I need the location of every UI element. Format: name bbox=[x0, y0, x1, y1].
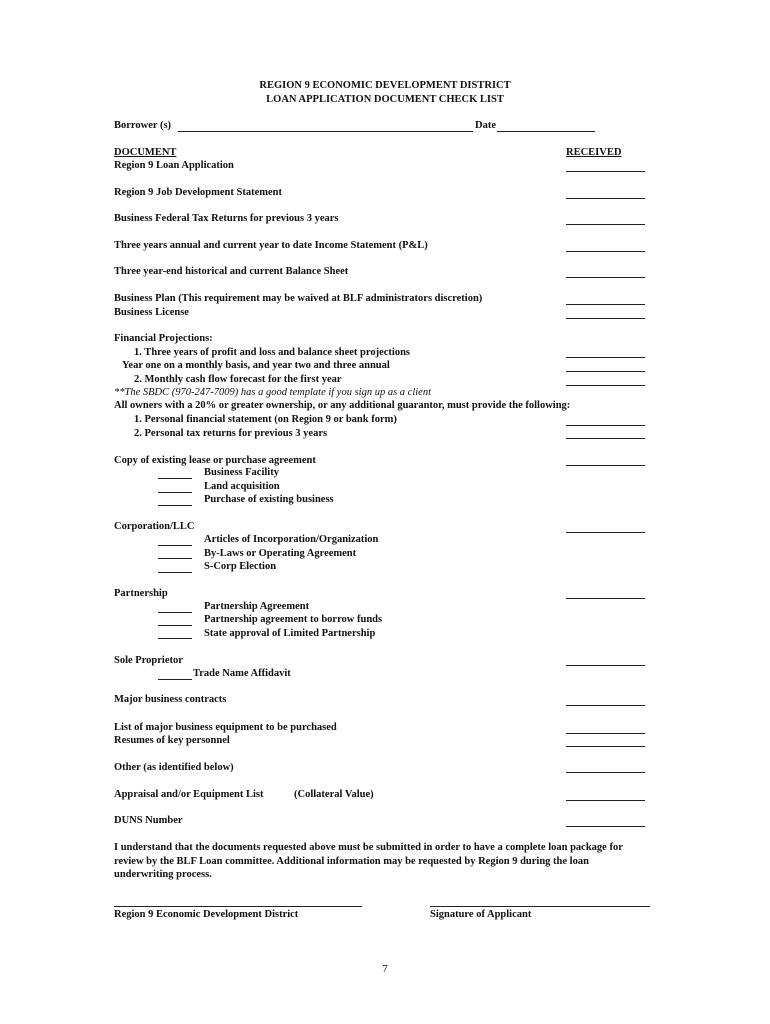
item-lease-1: Business Facility bbox=[204, 467, 279, 478]
sub-check-blank[interactable] bbox=[158, 505, 192, 506]
sub-check-blank[interactable] bbox=[158, 558, 192, 559]
district-signature-label: Region 9 Economic Development District bbox=[114, 909, 299, 920]
received-blank[interactable] bbox=[566, 532, 645, 533]
item-part-2: Partnership agreement to borrow funds bbox=[204, 614, 383, 625]
received-blank[interactable] bbox=[566, 385, 645, 386]
sub-check-blank[interactable] bbox=[158, 638, 192, 639]
received-blank[interactable] bbox=[566, 318, 645, 319]
received-blank[interactable] bbox=[566, 733, 645, 734]
item-corp-3: S-Corp Election bbox=[204, 561, 277, 572]
sub-check-blank[interactable] bbox=[158, 625, 192, 626]
received-blank[interactable] bbox=[566, 224, 645, 225]
item-resumes: Resumes of key personnel bbox=[114, 735, 230, 746]
item-partnership: Partnership bbox=[114, 588, 168, 599]
received-blank[interactable] bbox=[566, 357, 645, 358]
borrower-field[interactable] bbox=[178, 131, 473, 132]
received-blank[interactable] bbox=[566, 304, 645, 305]
acknowledgement-statement: I understand that the documents requested above must be submitted in order to have a complete loan package for review by the BLF Loan committee. Additional information may be requested by Region 9 during the loan underwriting process. bbox=[114, 842, 623, 880]
received-blank[interactable] bbox=[566, 705, 645, 706]
sub-check-blank[interactable] bbox=[158, 572, 192, 573]
item-collateral-value: (Collateral Value) bbox=[294, 789, 374, 800]
item-loan-application: Region 9 Loan Application bbox=[114, 160, 234, 171]
received-blank[interactable] bbox=[566, 826, 645, 827]
item-part-1: Partnership Agreement bbox=[204, 601, 310, 612]
document-title-line-1: REGION 9 ECONOMIC DEVELOPMENT DISTRICT bbox=[259, 80, 511, 91]
item-balance-sheet: Three year-end historical and current Balance Sheet bbox=[114, 266, 349, 277]
item-tax-returns: Business Federal Tax Returns for previous 3 years bbox=[114, 213, 339, 224]
sub-check-blank[interactable] bbox=[158, 612, 192, 613]
received-blank[interactable] bbox=[566, 438, 645, 439]
received-blank[interactable] bbox=[566, 171, 645, 172]
item-sole-1: Trade Name Affidavit bbox=[193, 668, 291, 679]
received-blank[interactable] bbox=[566, 598, 645, 599]
received-blank[interactable] bbox=[566, 800, 645, 801]
item-job-statement: Region 9 Job Development Statement bbox=[114, 187, 282, 198]
received-column-header: RECEIVED bbox=[566, 147, 622, 158]
received-blank[interactable] bbox=[566, 371, 645, 372]
item-lease-2: Land acquisition bbox=[204, 481, 280, 492]
received-blank[interactable] bbox=[566, 198, 645, 199]
item-fin-proj-1b: Year one on a monthly basis, and year two and three annual bbox=[122, 360, 390, 371]
item-owners-1: 1. Personal financial statement (on Region 9 or bank form) bbox=[134, 414, 397, 425]
item-part-3: State approval of Limited Partnership bbox=[204, 628, 376, 639]
received-blank[interactable] bbox=[566, 277, 645, 278]
item-lease: Copy of existing lease or purchase agreement bbox=[114, 455, 316, 466]
item-other: Other (as identified below) bbox=[114, 762, 234, 773]
borrower-label: Borrower (s) bbox=[114, 120, 172, 131]
item-corp-2: By-Laws or Operating Agreement bbox=[204, 548, 357, 559]
item-contracts: Major business contracts bbox=[114, 694, 227, 705]
item-financial-projections: Financial Projections: bbox=[114, 333, 213, 344]
received-blank[interactable] bbox=[566, 465, 645, 466]
item-duns: DUNS Number bbox=[114, 815, 183, 826]
item-fin-proj-1: 1. Three years of profit and loss and balance sheet projections bbox=[134, 347, 411, 358]
sub-check-blank[interactable] bbox=[158, 545, 192, 546]
owners-note: All owners with a 20% or greater ownership, or any additional guarantor, must provide the following: bbox=[114, 400, 571, 411]
applicant-signature-label: Signature of Applicant bbox=[430, 909, 532, 920]
document-title-line-2: LOAN APPLICATION DOCUMENT CHECK LIST bbox=[266, 94, 504, 105]
item-business-license: Business License bbox=[114, 307, 189, 318]
sub-check-blank[interactable] bbox=[158, 679, 192, 680]
received-blank[interactable] bbox=[566, 665, 645, 666]
item-sole-proprietor: Sole Proprietor bbox=[114, 655, 183, 666]
received-blank[interactable] bbox=[566, 251, 645, 252]
applicant-signature-line[interactable] bbox=[430, 906, 650, 907]
sub-check-blank[interactable] bbox=[158, 492, 192, 493]
item-lease-3: Purchase of existing business bbox=[204, 494, 334, 505]
district-signature-line[interactable] bbox=[114, 906, 362, 907]
sbdc-note: **The SBDC (970-247-7009) has a good template if you sign up as a client bbox=[114, 387, 432, 398]
date-field[interactable] bbox=[497, 131, 595, 132]
received-blank[interactable] bbox=[566, 772, 645, 773]
received-blank[interactable] bbox=[566, 746, 645, 747]
date-label: Date bbox=[475, 120, 496, 131]
sub-check-blank[interactable] bbox=[158, 478, 192, 479]
document-column-header: DOCUMENT bbox=[114, 147, 177, 158]
item-owners-2: 2. Personal tax returns for previous 3 years bbox=[134, 428, 328, 439]
received-blank[interactable] bbox=[566, 425, 645, 426]
item-fin-proj-2: 2. Monthly cash flow forecast for the first year bbox=[134, 374, 342, 385]
page-number: 7 bbox=[382, 963, 388, 975]
item-equipment: List of major business equipment to be purchased bbox=[114, 722, 337, 733]
item-business-plan: Business Plan (This requirement may be waived at BLF administrators discretion) bbox=[114, 293, 483, 304]
item-corporation: Corporation/LLC bbox=[114, 521, 195, 532]
item-appraisal: Appraisal and/or Equipment List bbox=[114, 789, 264, 800]
item-corp-1: Articles of Incorporation/Organization bbox=[204, 534, 379, 545]
item-income-statement: Three years annual and current year to date Income Statement (P&L) bbox=[114, 240, 428, 251]
